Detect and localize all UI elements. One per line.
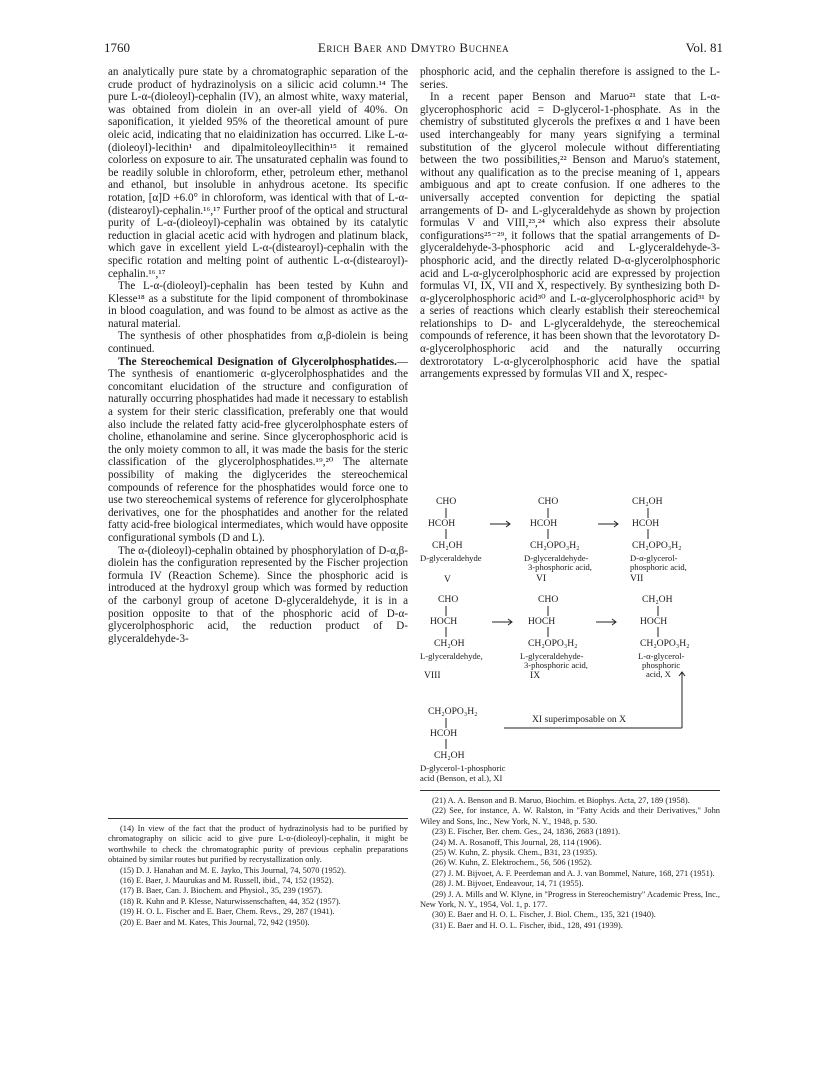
- formula-ix-top: CHO: [538, 594, 559, 605]
- formula-viii-bottom: CH₂OH: [434, 638, 465, 649]
- formula-v-middle: HCOH: [428, 518, 456, 529]
- formula-x-label: acid, X: [646, 669, 671, 679]
- right-column: [420, 66, 720, 381]
- formula-ix-middle: HOCH: [528, 616, 556, 627]
- formula-ix-number: IX: [530, 670, 541, 681]
- formula-vii-label: D-α-glycerol-: [630, 553, 678, 563]
- footnote: (24) M. A. Rosanoff, This Journal, 28, 114 (1906).: [432, 837, 602, 847]
- page-header: [104, 40, 723, 58]
- formula-vi-middle: HCOH: [530, 518, 558, 529]
- formula-v-label: D-glyceraldehyde: [420, 553, 482, 563]
- footnote: (14) In view of the fact that the product of hydrazinolysis had to be purified by chromatography on silicic acid to give pure L-α-(dioleoyl)-cephalin, it might be worthwhile to check the chromatographic purity of previous cephalin preparations obtained by similar routes but purified by recrystallization only.: [108, 824, 408, 865]
- footnote: (30) E. Baer and H. O. L. Fischer, J. Biol. Chem., 135, 321 (1940).: [432, 910, 656, 920]
- paragraph: In a recent paper Benson and Maruo²¹ state that L-α-glycerophosphoric acid = D-glycerol-1-phosphate. As in the chemistry of substituted glycerols the prefixes α and 1 have been used interchangeably for many years signifying a terminal substitution of the glycerol molecule without differentiating between the two possibilities,²² Benson and Maruo's statement, without any qualification as to the precise meaning of 1, appears ambiguous and apt to create confusion. If one adheres to the universally accepted convention for depicting the spatial arrangements of D- and L-glyceraldehyde as shown by projection formulas V and VIII,²³,²⁴ which also express their absolute configurations²⁵⁻²⁹, it follows that the spatial arrangements of D-glyceraldehyde-3-phosphoric acid and L-glyceraldehyde-3-phosphoric acid, and the directly related D-α-glycerolphosphoric acid and L-α-glycerolphosphoric acid are expressed by projection formulas VI, IX, VII and X, respectively. By synthesizing both D-α-glycerolphosphoric acid³⁰ and L-α-glycerolphosphoric acid³¹ by a series of reactions which clearly establish their stereochemical relationships to D- and L-glyceraldehyde, the stereochemical compounds of reference, it has been shown that the levorotatory D-α-glycerolphosphoric acid and the naturally occurring dextrorotatory L-α-glycerolphosphoric acid have the spatial arrangements expressed by formulas VII and X, respec-: [420, 91, 720, 381]
- formula-vi-number: VI: [536, 573, 547, 584]
- paragraph: The L-α-(dioleoyl)-cephalin has been tested by Kuhn and Klesse¹⁸ as a substitute for the lipid component of thrombokinase in blood coagulation, and was found to be almost as active as the natural material.: [108, 280, 408, 330]
- formula-xi-top: CH₂OPO₃H₂: [428, 706, 478, 717]
- formula-ix-label: 3-phosphoric acid,: [524, 660, 588, 670]
- footnote: (23) E. Fischer, Ber. chem. Ges., 24, 1836, 2683 (1891).: [432, 827, 621, 837]
- footnote: (17) B. Baer, Can. J. Biochem. and Physiol., 35, 239 (1957).: [120, 886, 323, 896]
- formula-vii-number: VII: [630, 573, 644, 584]
- reaction-scheme: [420, 496, 720, 786]
- footnote: (25) W. Kuhn, Z. physik. Chem., B31, 23 (1935).: [432, 848, 598, 858]
- formula-xi-label: acid (Benson, et al.), XI: [420, 773, 503, 783]
- formula-vi-label: D-glyceraldehyde-: [524, 553, 589, 563]
- formula-vii-middle: HCOH: [632, 518, 660, 529]
- footnote: (29) J. A. Mills and W. Klyne, in "Progress in Stereochemistry" Academic Press, Inc., New York, N. Y., 1954, Vol. 1, p. 177.: [420, 889, 720, 910]
- formula-x-middle: HOCH: [640, 616, 668, 627]
- footnote: (28) J. M. Bijvoet, Endeavour, 14, 71 (1955).: [432, 879, 584, 889]
- footnote: (26) W. Kuhn, Z. Elektrochem., 56, 506 (1952).: [432, 858, 593, 868]
- formula-xi-bottom: CH₂OH: [434, 750, 465, 761]
- formula-vi-top: CHO: [538, 496, 559, 507]
- formula-x-label: L-α-glycerol-: [638, 651, 685, 661]
- footnote-divider: [108, 818, 408, 819]
- formula-viii-middle: HOCH: [430, 616, 458, 627]
- formula-v-top: CHO: [436, 496, 457, 507]
- formula-xi-label: D-glycerol-1-phosphoric: [420, 763, 506, 773]
- formula-vii-top: CH₂OH: [632, 496, 663, 507]
- footnote: (19) H. O. L. Fischer and E. Baer, Chem. Revs., 29, 287 (1941).: [120, 907, 335, 917]
- footnotes-left: [108, 824, 408, 928]
- footnote: (18) R. Kuhn and P. Klesse, Naturwissenschaften, 44, 352 (1957).: [120, 896, 341, 906]
- footnotes-right: [420, 796, 720, 931]
- formula-xi-middle: HCOH: [430, 728, 458, 739]
- formula-viii-top: CHO: [438, 594, 459, 605]
- formula-vii-label: phosphoric acid,: [630, 562, 687, 572]
- footnote: (31) E. Baer and H. O. L. Fischer, ibid., 128, 491 (1939).: [432, 920, 623, 930]
- left-column: [108, 66, 408, 645]
- formula-viii-label: L-glyceraldehyde,: [420, 651, 483, 661]
- formula-vii-bottom: CH₂OPO₃H₂: [632, 540, 682, 551]
- footnote: (16) E. Baer, J. Maurukas and M. Russell, ibid., 74, 152 (1952).: [120, 876, 334, 886]
- footnote: (20) E. Baer and M. Kates, This Journal, 72, 942 (1950).: [120, 917, 310, 927]
- paragraph-text: —The synthesis of enantiomeric α-glycerolphosphatides and the concomitant elucidation of the structure and configuration of naturally occurring phosphatides had made it necessary to establish a system for their steric classification, preferably one that would also include the related fatty acid-free glycerolphosphate esters of choline, ethanolamine and serine. Since glycerophosphoric acid is the only moiety common to all, it was made the basis for the steric classification of the glycerolphosphatides.¹⁹,²⁰ The alternate possibility of making the diglycerides the stereochemical compounds of reference for the phosphatides would force one to use two stereochemical systems of reference for glycerolphosphate derivatives, one for the phosphatides and another for the related fatty acid-free biological intermediates, which would have opposite configurational symbols (D and L).: [108, 355, 408, 544]
- footnote: (15) D. J. Hanahan and M. E. Jayko, This Journal, 74, 5070 (1952).: [120, 865, 346, 875]
- formula-x-label: phosphoric: [642, 660, 681, 670]
- formula-viii-number: VIII: [424, 670, 441, 681]
- paragraph: an analytically pure state by a chromatographic separation of the crude product of hydrazinolysis on a silicic acid column.¹⁴ The pure L-α-(dioleoyl)-cephalin (IV), an almost white, waxy material, was obtained from diolein in an over-all yield of 40%. On saponification, it yielded 95% of the theoretical amount of pure oleic acid, indicating that no elaidinization has occurred. Like L-α-(dioleoyl)-lecithin¹ and dipalmitoleoyllecithin¹⁵ it remained colorless on exposure to air. The unsaturated cephalin was found to be readily soluble in chloroform, ether, petroleum ether, methanol and ethanol, but insoluble in anhydrous acetone. Its specific rotation, [α]D +6.0° in chloroform, was identical with that of L-α-(distearoyl)-cephalin.¹⁶,¹⁷ Further proof of the optical and structural purity of L-α-(dioleoyl)-cephalin was obtained by its catalytic reduction in glacial acetic acid with hydrogen and platinum black, which gave in excellent yield L-α-(distearoyl)-cephalin with the specific rotation and melting point of authentic L-α-(distearoyl)-cephalin.¹⁶,¹⁷: [108, 66, 408, 280]
- volume-label: Vol. 81: [685, 40, 723, 55]
- paragraph: [108, 356, 408, 545]
- xi-superimposable-note: XI superimposable on X: [532, 714, 627, 725]
- paragraph: phosphoric acid, and the cephalin therefore is assigned to the L-series.: [420, 66, 720, 91]
- footnote: (27) J. M. Bijvoet, A. F. Peerdeman and A. J. van Bommel, Nature, 168, 271 (1951).: [432, 868, 715, 878]
- paragraph: The synthesis of other phosphatides from α,β-diolein is being continued.: [108, 330, 408, 356]
- formula-x-top: CH₂OH: [642, 594, 673, 605]
- page-number: 1760: [104, 40, 130, 55]
- formula-ix-bottom: CH₂OPO₃H₂: [528, 638, 578, 649]
- formula-vi-bottom: CH₂OPO₃H₂: [530, 540, 580, 551]
- formula-ix-label: L-glyceraldehyde-: [520, 651, 584, 661]
- footnote: (22) See, for instance, A. W. Ralston, in "Fatty Acids and their Derivatives," John Wiley and Sons, Inc., New York, N. Y., 1948, p. 530.: [420, 806, 720, 826]
- paragraph: The α-(dioleoyl)-cephalin obtained by phosphorylation of D-α,β-diolein has the configuration represented by the Fischer projection formula IV (Reaction Scheme). Since the phosphoric acid is introduced at the hydroxyl group which was formed by reduction of the carbonyl group of acetone D-glyceraldehyde, it is in a position opposite to that of the phosphoric acid of D-α-glycerolphosphoric acid, the reduction product of D-glyceraldehyde-3-: [108, 544, 408, 645]
- formula-v-bottom: CH₂OH: [432, 540, 463, 551]
- footnote-divider: [420, 790, 720, 791]
- section-title: The Stereochemical Designation of Glycerolphosphatides.: [118, 355, 397, 368]
- footnote: (21) A. A. Benson and B. Maruo, Biochim. et Biophys. Acta, 27, 189 (1958).: [432, 796, 690, 805]
- running-head-authors: Erich Baer and Dmytro Buchnea: [317, 40, 510, 55]
- formula-vi-label: 3-phosphoric acid,: [528, 562, 592, 572]
- formula-v-number: V: [444, 574, 451, 585]
- formula-x-bottom: CH₂OPO₃H₂: [640, 638, 690, 649]
